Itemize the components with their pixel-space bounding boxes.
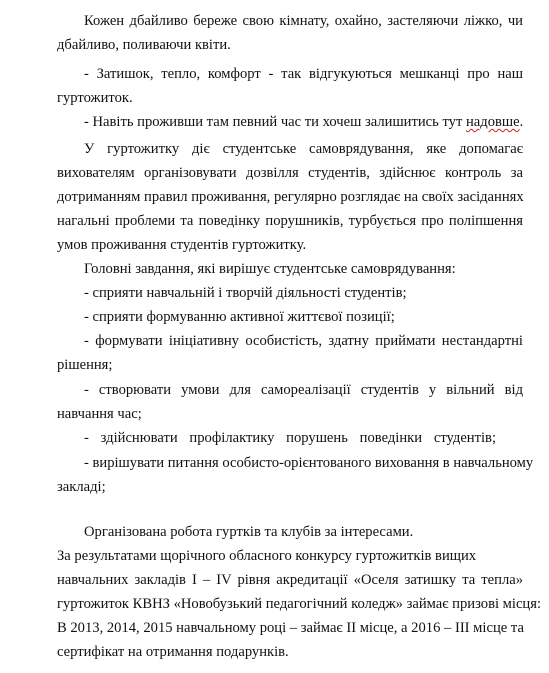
- paragraph-7-line-4: В 2013, 2014, 2015 навчальному році – займає ІІ місце, а 2016 – ІІІ місце та: [57, 620, 524, 636]
- paragraph-7-line-1: За результатами щорічного обласного конкурсу гуртожитків вищих: [57, 548, 477, 564]
- paragraph-6-line-1: Організована робота гуртків та клубів за інтересами.: [84, 524, 414, 540]
- paragraph-7-line-2: навчальних закладів І – ІV рівня акредитації «Оселя затишку та тепла»: [57, 572, 523, 588]
- paragraph-4-line-1: У гуртожитку діє студентське самоврядування, яке допомагає: [84, 141, 523, 157]
- paragraph-7-line-3: гуртожиток КВНЗ «Новобузький педагогічний коледж» займає призові місця:: [57, 596, 542, 612]
- paragraph-3-period: .: [519, 114, 524, 130]
- paragraph-2-line-2: гуртожиток.: [57, 90, 133, 106]
- paragraph-4-line-3: дотриманням правил проживання, регулярно розглядає на своїх засіданнях: [57, 189, 524, 205]
- list-item-3-line-2: рішення;: [57, 357, 113, 373]
- list-item-6-line-1: - вирішувати питання особисто-орієнтованого виховання в навчальному: [84, 455, 534, 471]
- list-item-1: - сприяти навчальній і творчій діяльності студентів;: [84, 285, 407, 301]
- paragraph-3-text: - Навіть проживши там певний час ти хочеш залишитись тут: [84, 114, 466, 130]
- paragraph-1-line-2: дбайливо, поливаючи квіти.: [57, 37, 231, 53]
- paragraph-4-line-5: умов проживання студентів гуртожитку.: [57, 237, 307, 253]
- paragraph-7-line-5: сертифікат на отримання подарунків.: [57, 644, 289, 660]
- spellcheck-flagged-word[interactable]: надовше: [465, 114, 520, 130]
- paragraph-4-line-2: вихователям організовувати дозвілля студентів, здійснює контроль за: [57, 165, 523, 181]
- paragraph-3-line-1: [84, 110, 523, 134]
- list-item-3-line-1: - формувати ініціативну особистість, здатну приймати нестандартні: [84, 333, 523, 349]
- list-item-4-line-2: навчання час;: [57, 406, 142, 422]
- list-item-5: - здійснювати профілактику порушень поведінки студентів;: [84, 430, 496, 446]
- paragraph-4-line-4: нагальні проблеми та поведінку порушників, турбується про поліпшення: [57, 213, 523, 229]
- list-item-4-line-1: - створювати умови для самореалізації студентів у вільний від: [84, 382, 523, 398]
- list-item-6-line-2: закладі;: [57, 479, 106, 495]
- list-item-2: - сприяти формуванню активної життєвої позиції;: [84, 309, 395, 325]
- paragraph-5-line-1: Головні завдання, які вирішує студентське самоврядування:: [84, 261, 456, 277]
- paragraph-1-line-1: Кожен дбайливо береже свою кімнату, охайно, застеляючи ліжко, чи: [84, 13, 523, 29]
- paragraph-2-line-1: - Затишок, тепло, комфорт - так відгукуються мешканці про наш: [84, 66, 523, 82]
